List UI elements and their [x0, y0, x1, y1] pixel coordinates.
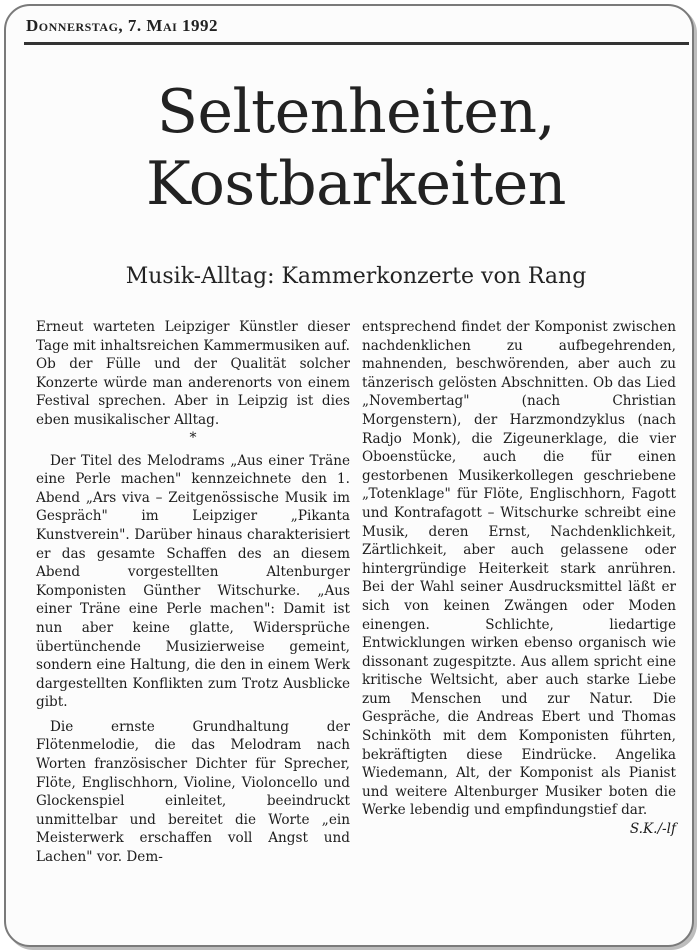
intro-paragraph: Erneut warteten Leipziger Künstler dieser Tage mit inhaltsreichen Kammermusiken auf. Ob der Fülle und der Qualität solcher Konzerte würde man anderenorts von einem Festival sprechen. Aber in Leipzig ist dies eben musikalischer Alltag. — [36, 319, 350, 428]
headline-line-2: Kostbarkeiten — [146, 149, 566, 219]
article-column-right — [362, 318, 676, 839]
author-signature: S.K./-lf — [629, 821, 676, 838]
newspaper-clipping — [4, 4, 694, 947]
body-paragraph-3: entsprechend findet der Komponist zwischen nachdenklichen zu aufbegehrenden, mahnenden, beschwörenden, aber auch zu tänzerisch gelösten Abschnitten. Ob das Lied „Novembertag" (nach Christian Morgenstern), der Harzmondzyklus (nach Radjo Monk), die Zigeunerklage, die vier Oboenstücke, auch die für einen gestorbenen Musikerkollegen geschriebene „Totenklage" für Flöte, Englischhorn, Fagott und Kontrafagott – Witschurke schreibt eine Musik, deren Ernst, Nachdenklichkeit, Zärtlichkeit, aber auch gelassene oder hintergründige Heiterkeit stark anrühren. Bei der Wahl seiner Ausdrucksmittel läßt er sich von keinen Zwängen oder Moden einengen. Schlichte, liedartige Entwicklungen wirken ebenso organisch wie dissonant zugespitzte. Aus allem spricht eine kritische Weltsicht, aber auch starke Liebe zum Menschen und zur Natur. Die Gespräche, die Andreas Ebert und Thomas Schinköth mit dem Komponisten führten, bekräftigten diese Eindrücke. Angelika Wiedemann, Alt, der Komponist als Pianist und weitere Altenburger Musiker boten die Werke lebendig und empfindungstief dar. — [362, 319, 676, 819]
section-separator: * — [189, 429, 197, 446]
body-paragraph-1: Der Titel des Melodrams „Aus einer Träne eine Perle machen" kennzeichnete den 1. Abend „Ars viva – Zeitgenössische Musik im Gespräch" im Leipziger „Pikanta Kunstverein". Darüber hinaus charakterisiert er das gesamte Schaffen des an diesem Abend vorgestellten Altenburger Komponisten Günther Witschurke. „Aus einer Träne eine Perle machen": Damit ist nun aber keine glatte, Widersprüche übertünchende Musizierweise gemeint, sondern eine Haltung, die den in einem Werk dargestellten Konflikten zum Trotz Ausblicke gibt. — [36, 452, 350, 711]
headline — [46, 76, 666, 220]
dateline: Donnerstag, 7. Mai 1992 — [26, 16, 219, 35]
subheadline: Musik-Alltag: Kammerkonzerte von Rang — [125, 264, 587, 289]
headline-line-1: Seltenheiten, — [156, 77, 556, 147]
header-rule — [24, 42, 689, 45]
body-paragraph-2: Die ernste Grundhaltung der Flötenmelodie, die das Melodram nach Worten französischer Dichter für Sprecher, Flöte, Englischhorn, Violine, Violoncello und Glockenspiel einleitet, beeindruckt unmittelbar und bereitet die Worte „ein Meisterwerk erschaffen voll Angst und Lachen" vor. Dem- — [36, 718, 350, 866]
article-column-left — [36, 318, 350, 867]
